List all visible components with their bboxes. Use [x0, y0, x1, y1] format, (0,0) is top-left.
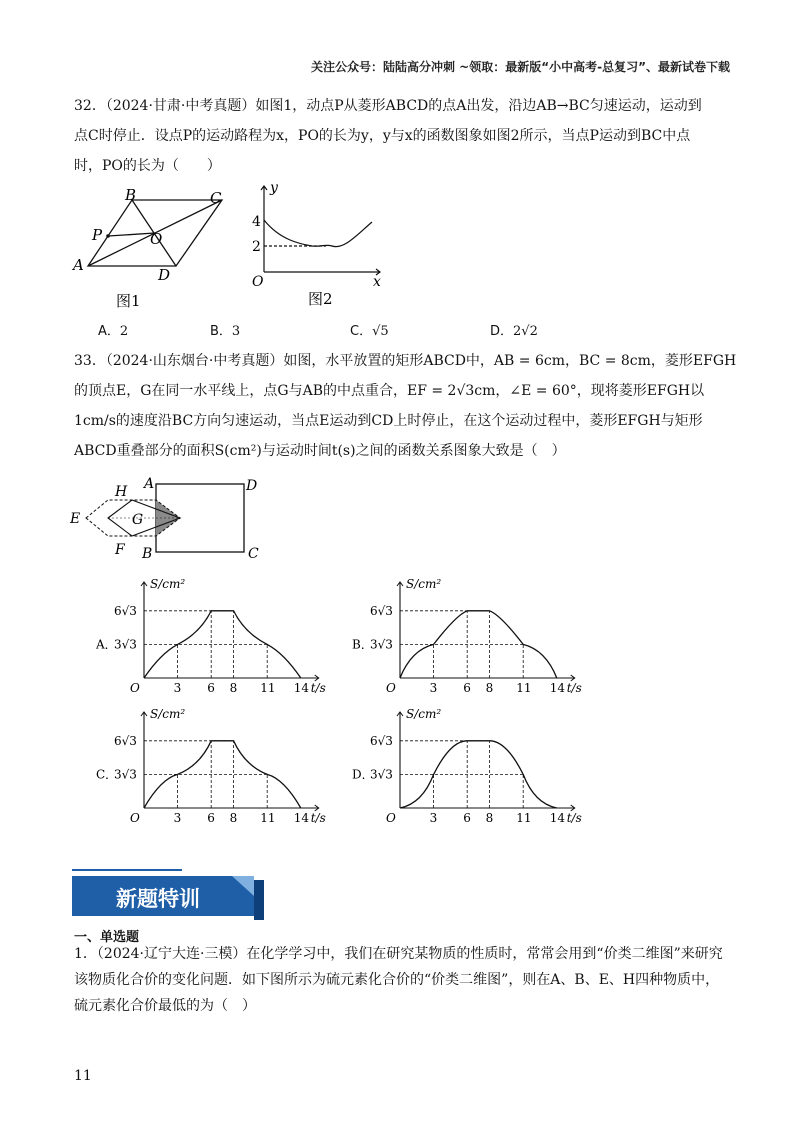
- x-tick-6: 6: [463, 811, 471, 825]
- x-tick-8: 8: [229, 681, 238, 695]
- x-tick-3: 3: [429, 681, 438, 695]
- section-label: 一、单选题: [74, 930, 140, 945]
- x-tick-3: 3: [173, 811, 182, 825]
- origin-label: O: [130, 681, 140, 695]
- x-tick-8: 8: [485, 811, 494, 825]
- series-line: [400, 741, 557, 808]
- series-line: [144, 611, 301, 678]
- label-D: D: [158, 266, 171, 284]
- series-line: [400, 611, 557, 678]
- section-banner: [72, 866, 272, 924]
- x-tick-3: 3: [173, 681, 182, 695]
- x-axis-label: t/s: [310, 811, 326, 825]
- x-tick-8: 8: [485, 681, 494, 695]
- x-tick-3: 3: [429, 811, 438, 825]
- x-tick-14: 14: [293, 681, 310, 695]
- q1-line2: 该物质化合价的变化问题．如下图所示为硫元素化合价的“价类二维图”，则在A、B、E、H四种物质中，: [74, 972, 720, 988]
- y-axis-label: S/cm²: [406, 707, 442, 721]
- y-axis-label: S/cm²: [406, 577, 442, 591]
- q33-label-H: H: [115, 484, 128, 500]
- q33-label-A: A: [144, 476, 155, 492]
- x-tick-11: 11: [516, 811, 532, 825]
- x-axis-label: t/s: [566, 681, 582, 695]
- q32-option-c: C．√5: [350, 324, 389, 339]
- q33-label-E: E: [70, 511, 81, 527]
- x-tick-14: 14: [293, 811, 310, 825]
- label-C: C: [210, 189, 222, 207]
- q33-line1: 33．（2024·山东烟台·中考真题）如图，水平放置的矩形ABCD中，AB = 6cm，BC = 8cm，菱形EFGH: [74, 353, 737, 369]
- q32-line1: 32．（2024·甘肃·中考真题）如图1，动点P从菱形ABCD的点A出发，沿边AB→BC匀速运动，运动到: [74, 98, 702, 114]
- fig2-tick-2: 2: [252, 239, 261, 255]
- graph-option-letter: D．: [352, 767, 374, 782]
- y-tick-6root3: 6√3: [370, 733, 393, 748]
- q33-figure: [68, 474, 278, 566]
- q33-graph-a: [96, 576, 336, 696]
- label-A: A: [73, 256, 84, 274]
- q32-figure1: [70, 182, 240, 312]
- q32-option-d: D．2√2: [490, 324, 538, 339]
- q1-line3: 硫元素化合价最低的为（ ）: [74, 998, 256, 1014]
- graph-option-letter: B．: [352, 637, 373, 652]
- x-tick-6: 6: [207, 811, 215, 825]
- origin-label: O: [386, 681, 396, 695]
- y-tick-3root3: 3√3: [114, 637, 137, 652]
- y-tick-3root3: 3√3: [370, 637, 393, 652]
- q32-line2: 点C时停止．设点P的运动路程为x，PO的长为y，y与x的函数图象如图2所示，当点P运动到BC中点: [74, 128, 691, 144]
- y-tick-3root3: 3√3: [114, 767, 137, 782]
- fig2-ylabel: y: [270, 180, 278, 196]
- label-B: B: [125, 186, 137, 204]
- y-tick-6root3: 6√3: [114, 603, 137, 618]
- q33-graph-d: [352, 706, 592, 826]
- fig2-origin: O: [252, 274, 264, 290]
- y-tick-6root3: 6√3: [370, 603, 393, 618]
- label-P: P: [92, 226, 103, 244]
- y-tick-3root3: 3√3: [370, 767, 393, 782]
- x-tick-14: 14: [549, 811, 566, 825]
- x-tick-11: 11: [260, 811, 276, 825]
- origin-label: O: [386, 811, 396, 825]
- x-tick-11: 11: [260, 681, 276, 695]
- q1-line1: 1．（2024·辽宁大连·三模）在化学学习中，我们在研究某物质的性质时，常常会用到“价类二维图”来研究: [74, 946, 723, 962]
- x-tick-11: 11: [516, 681, 532, 695]
- q33-graph-c: [96, 706, 336, 826]
- y-axis-label: S/cm²: [150, 707, 186, 721]
- fig2-caption: 图2: [308, 290, 333, 308]
- q33-line2: 的顶点E，G在同一水平线上，点G与AB的中点重合，EF = 2√3cm，∠E = 60°，现将菱形EFGH以: [74, 383, 705, 399]
- q32-option-a: A．2: [98, 324, 129, 339]
- q33-label-C: C: [248, 546, 259, 562]
- graph-option-letter: A．: [96, 637, 117, 652]
- origin-label: O: [130, 811, 140, 825]
- q33-graph-b: [352, 576, 592, 696]
- q33-line4: ABCD重叠部分的面积S(cm²)与运动时间t(s)之间的函数关系图象大致是（ ）: [74, 443, 566, 459]
- q32-option-b: B．3: [210, 324, 241, 339]
- y-tick-6root3: 6√3: [114, 733, 137, 748]
- q33-label-B: B: [142, 546, 153, 562]
- page-header: 关注公众号：陆陆高分冲刺 ~领取：最新版“小中高考-总复习”、最新试卷下载: [311, 60, 730, 74]
- x-tick-14: 14: [549, 681, 566, 695]
- fig1-caption: 图1: [116, 292, 141, 310]
- x-tick-6: 6: [463, 681, 471, 695]
- x-tick-6: 6: [207, 681, 215, 695]
- x-axis-label: t/s: [310, 681, 326, 695]
- fig2-tick-4: 4: [252, 214, 261, 230]
- q33-label-G: G: [132, 512, 144, 528]
- x-axis-label: t/s: [566, 811, 582, 825]
- q32-figure2: [240, 180, 390, 312]
- graph-option-letter: C．: [96, 767, 118, 782]
- fig2-xlabel: x: [373, 274, 381, 290]
- q33-label-D: D: [246, 478, 258, 494]
- label-O: O: [150, 230, 163, 248]
- banner-title: 新题特训: [116, 887, 200, 911]
- x-tick-8: 8: [229, 811, 238, 825]
- q33-label-F: F: [115, 542, 125, 558]
- y-axis-label: S/cm²: [150, 577, 186, 591]
- q33-line3: 1cm/s的速度沿BC方向匀速运动，当点E运动到CD上时停止，在这个运动过程中，菱形EFGH与矩形: [74, 413, 703, 429]
- q32-line3: 时，PO的长为（ ）: [74, 158, 221, 174]
- series-line: [144, 741, 301, 808]
- page-number: 11: [74, 1068, 92, 1084]
